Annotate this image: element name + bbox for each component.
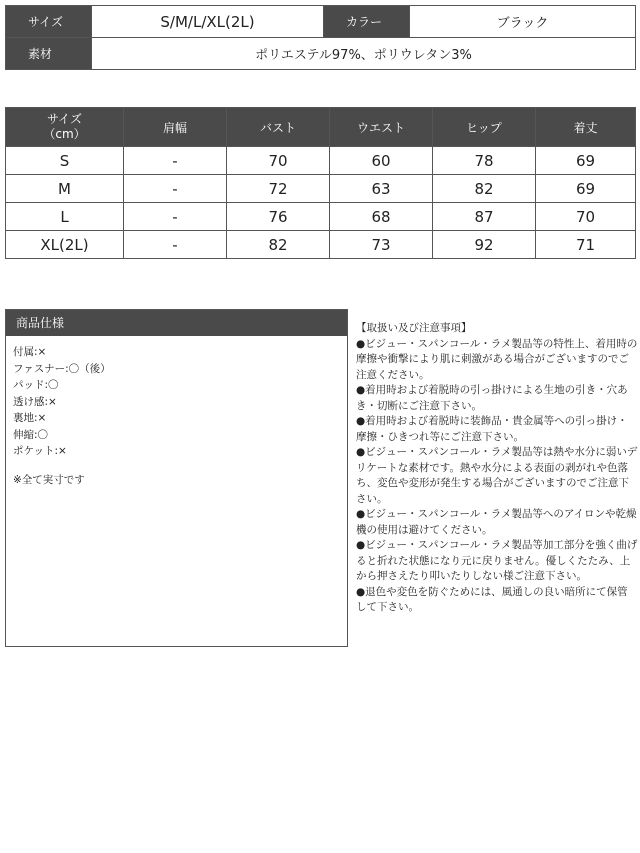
caution-item: ●着用時および着脱時に装飾品・貴金属等への引っ掛け・摩擦・ひきつれ等にご注意下さい。 [356,415,628,443]
table-row [6,147,636,175]
spec-measure-note: ※全て実寸です [13,473,85,486]
row-length: 70 [536,203,636,231]
row-size: XL(2L) [6,231,124,259]
size-label: サイズ [6,6,92,38]
caution-item: ●着用時および着脱時の引っ掛けによる生地の引き・穴あき・切断にご注意下さい。 [356,384,628,412]
row-bust: 82 [227,231,330,259]
row-hip: 87 [433,203,536,231]
size-value: S/M/L/XL(2L) [92,6,324,38]
size-chart-table [5,107,636,259]
info-row-material [6,38,636,70]
spec-fastener: ファスナー:〇（後） [13,362,111,375]
row-waist: 60 [330,147,433,175]
table-row [6,231,636,259]
waist-column-header: ウエスト [330,108,433,147]
caution-item: ●ビジュー・スパンコール・ラメ製品等の特性上、着用時の摩擦や衝撃により肌に刺激がある場合がございますのでご注意ください。 [356,337,638,381]
size-column-header [6,108,124,147]
row-length: 69 [536,147,636,175]
row-length: 71 [536,231,636,259]
row-bust: 70 [227,147,330,175]
size-header-unit: （cm） [43,127,86,141]
row-shoulder: - [124,147,227,175]
row-shoulder: - [124,175,227,203]
bust-column-header: バスト [227,108,330,147]
size-header-line1: サイズ [46,112,83,126]
spec-pocket: ポケット:× [13,445,67,457]
caution-item: ●ビジュー・スパンコール・ラメ製品等加工部分を強く曲げると折れた状態になり元に戻りません。優しくたたみ、上から押さえたり叩いたりしない様ご注意下さい。 [356,539,638,582]
product-spec-box [5,309,348,647]
color-label: カラー [324,6,410,38]
row-bust: 72 [227,175,330,203]
spec-stretch: 伸縮:〇 [13,428,49,441]
spec-title: 商品仕様 [6,310,347,336]
spec-accessories: 付属:× [13,346,47,358]
size-chart-header [6,108,636,147]
row-shoulder: - [124,231,227,259]
row-hip: 78 [433,147,536,175]
material-value: ポリエステル97%、ポリウレタン3% [92,38,636,70]
shoulder-column-header: 肩幅 [124,108,227,147]
hip-column-header: ヒップ [433,108,536,147]
row-hip: 82 [433,175,536,203]
info-row-size-color [6,6,636,38]
spec-lining: 裏地:× [13,412,47,424]
spec-list [6,336,347,460]
row-size: M [6,175,124,203]
caution-item: ●退色や変色を防ぐためには、風通しの良い暗所にて保管して下さい。 [356,585,628,613]
row-size: S [6,147,124,175]
caution-item: ●ビジュー・スパンコール・ラメ製品等へのアイロンや乾燥機の使用は避けてください。 [356,508,637,536]
row-waist: 68 [330,203,433,231]
spec-pad: パッド:〇 [13,379,59,391]
care-caution-notes [356,321,638,616]
table-row [6,203,636,231]
row-waist: 73 [330,231,433,259]
row-waist: 63 [330,175,433,203]
row-bust: 76 [227,203,330,231]
material-label: 素材 [6,38,92,70]
row-shoulder: - [124,203,227,231]
length-column-header: 着丈 [536,108,636,147]
row-length: 69 [536,175,636,203]
caution-item: ●ビジュー・スパンコール・ラメ製品等は熱や水分に弱いデリケートな素材です。熱や水分による表面の剥がれや色落ち、変色や変形が発生する場合がございますのでご注意下さい。 [356,446,638,505]
product-info-table [5,5,636,70]
row-hip: 92 [433,231,536,259]
color-value: ブラック [410,6,636,38]
row-size: L [6,203,124,231]
table-row [6,175,636,203]
spec-sheerness: 透け感:× [13,395,57,408]
caution-title: 【取扱い及び注意事項】 [356,322,472,334]
